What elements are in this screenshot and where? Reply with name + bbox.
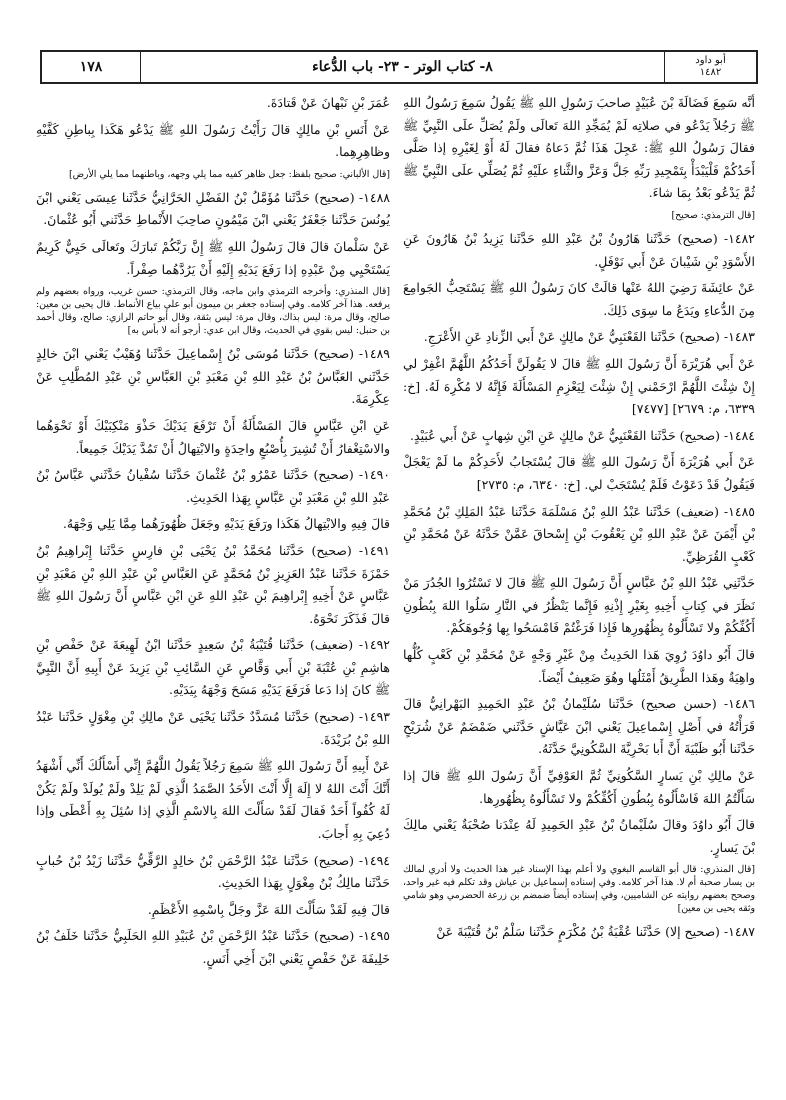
right-text-column <box>403 92 755 1092</box>
hadith-paragraph: حَدَّثَنِي عَبْدُ اللهِ بْنُ عَبَّاسٍ أَنَّ رَسُولَ اللهِ ﷺ قالَ لا تَسْتُرُوا الجُدُرَ مَنْ نَظَرَ في كِتابِ أَخِيهِ بِغَيْرِ إِذْنِهِ فَإِنَّما يَنْظُرُ في النَّارِ سَلُوا اللهَ بِبُطُونِ أَكُفِّكُمْ ولا تَسْأَلُوهُ بِظُهُورِها فَإِذا فَرَغْتُمْ فَامْسَحُوا بِها وُجُوهَكُمْ. <box>403 575 755 636</box>
header-hadith-range: ١٤٨٢ <box>699 67 722 78</box>
header-chapter-title: ٨- كتاب الوتر - ٢٣- باب الدُّعاء <box>140 52 664 82</box>
hadith-paragraph: عَنْ مالِكِ بْنِ يَسارٍ السَّكُونِيِّ ثُمَّ العَوْفِيِّ أَنَّ رَسُولَ اللهِ ﷺ قالَ إذا سَأَلْتُمُ اللهَ فَاسْأَلُوهُ بِبُطُونِ أَكُفِّكُمْ ولا تَسْأَلُوهُ بِظُهُورِها. <box>403 768 755 806</box>
hadith-paragraph: ١٤٨٩- (صحيح) حَدَّثَنا مُوسَى بْنُ إِسْماعِيلَ حَدَّثَنا وُهَيْبٌ يَعْني ابْنَ خالِدٍ حَدَّثَني العَبَّاسُ بْنُ عَبْدِ اللهِ بْنِ مَعْبَدِ بْنِ العَبَّاسِ بْنِ عَبْدِ المُطَّلِبِ عَنْ عِكْرِمَةَ. <box>36 346 390 407</box>
running-header <box>40 50 758 84</box>
hadith-paragraph: عَنْ سَلْمانَ قالَ قالَ رَسُولُ اللهِ ﷺ إِنَّ رَبَّكُمْ تَبارَكَ وتَعالَى حَيِيٌّ كَرِيمٌ يَسْتَحْيِي مِنْ عَبْدِهِ إذا رَفَعَ يَدَيْهِ إِلَيْهِ أَنْ يَرُدَّهُما صِفْراً. <box>36 238 390 277</box>
hadith-paragraph: عَنْ أَنَسِ بْنِ مالِكٍ قالَ رَأَيْتُ رَسُولَ اللهِ ﷺ يَدْعُو هَكَذا بِباطِنِ كَفَّيْهِ وظاهِرِهِما. <box>36 121 390 160</box>
hadith-paragraph: ١٤٨٣- (صحيح) حَدَّثَنا القَعْنَبِيُّ عَنْ مالِكٍ عَنْ أَبي الزِّنادِ عَنِ الأَعْرَجِ. <box>423 329 755 345</box>
hadith-paragraph: قالَ أَبُو داوُدَ رُوِيَ هَذا الحَدِيثُ مِنْ غَيْرِ وَجْهٍ عَنْ مُحَمَّدِ بْنِ كَعْبٍ كُلُّها واهِيَةٌ وهَذا الطَّرِيقُ أَمْثَلُها وهُوَ ضَعِيفٌ أَيْضاً. <box>403 647 755 685</box>
editor-note: [قال المنذري: قال أبو القاسم البغوي ولا أعلم بهذا الإسناد غير هذا الحديث ولا أدري لمالك بن يسار صحبة أم لا. هذا آخر كلامه. وفي إسناده إسماعيل بن عياش وقد تكلم فيه غير واحد، وصحح بعضهم روايته عن الشاميين، وفي إسناده أيضاً ضمضم بن زرعة الحضرمي وهو شامي وثقه يحيى بن معين] <box>403 864 755 915</box>
hadith-paragraph: ١٤٨٨- (صحيح) حَدَّثَنا مُؤَمَّلُ بْنُ الفَضْلِ الحَرَّانِيُّ حَدَّثَنا عِيسَى يَعْني ابْنَ يُونُسَ حَدَّثَنا جَعْفَرٌ يَعْني ابْنَ مَيْمُونٍ صاحِبَ الأَنْماطِ حَدَّثَني أَبُو عُثْمانَ. <box>36 189 390 228</box>
hadith-paragraph: عَنْ أَبي هُرَيْرَةَ أَنَّ رَسُولَ اللهِ ﷺ قالَ لا يَقُولَنَّ أَحَدُكُمُ اللَّهُمَّ اغْفِرْ لي إِنْ شِئْتَ اللَّهُمَّ ارْحَمْني إِنْ شِئْتَ لِيَعْزِمِ المَسْأَلَةَ فَإِنَّهُ لا مُكْرِهَ لَهُ. [خ: ٦٣٣٩، م: ٢٦٧٩] [٧٤٧٧] <box>403 355 755 417</box>
hadith-paragraph: ١٤٨٤- (صحيح) حَدَّثَنا القَعْنَبِيُّ عَنْ مالِكٍ عَنِ ابْنِ شِهابٍ عَنْ أَبي عُبَيْدٍ. <box>410 427 755 443</box>
hadith-paragraph: عَنْ أَبي هُرَيْرَةَ أَنَّ رَسُولَ اللهِ ﷺ قالَ يُسْتَجابُ لأَحَدِكُمْ ما لَمْ يَعْجَلْ فَيَقُولُ قَدْ دَعَوْتُ فَلَمْ يُسْتَجَبْ لي. [خ: ٦٣٤٠، م: ٢٧٣٥] <box>403 454 755 492</box>
hadith-paragraph: قالَ فِيهِ لَقَدْ سَأَلْتَ اللهَ عَزَّ وجَلَّ بِاسْمِهِ الأَعْظَمِ. <box>147 901 390 917</box>
editor-note: [قال الألباني: صحيح بلفظ: جعل ظاهر كفيه مما يلي وجهه، وباطنهما مما يلي الأرض] <box>69 168 390 180</box>
hadith-paragraph: عُمَرَ بْنِ نَبْهانَ عَنْ قَتادَةَ. <box>266 95 390 110</box>
header-author: أبو داود <box>695 55 726 66</box>
header-author-cell <box>664 52 756 82</box>
hadith-paragraph: ١٤٩٣- (صحيح) حَدَّثَنا مُسَدَّدٌ حَدَّثَنا يَحْيَى عَنْ مالِكِ بْنِ مِغْوَلٍ حَدَّثَنا عَبْدُ اللهِ بْنُ بُرَيْدَةَ. <box>36 709 390 747</box>
hadith-paragraph: عَنِ ابْنِ عَبَّاسٍ قالَ المَسْأَلَةُ أَنْ تَرْفَعَ يَدَيْكَ حَذْوَ مَنْكِبَيْكَ أَوْ نَحْوَهُما والاسْتِغْفارُ أَنْ تُشِيرَ بِأُصْبُعٍ واحِدَةٍ والابْتِهالُ أَنْ تَمُدَّ يَدَيْكَ جَمِيعاً. <box>36 417 390 456</box>
hadith-paragraph: ١٤٨٢- (صحيح) حَدَّثَنا هَارُونُ بْنُ عَبْدِ اللهِ حَدَّثَنا يَزِيدُ بْنُ هَارُونَ عَنِ الأَسْوَدِ بْنِ شَيْبانَ عَنْ أَبي نَوْفَلٍ. <box>403 230 755 269</box>
hadith-paragraph: ١٤٩٢- (ضعيف) حَدَّثَنا قُتَيْبَةُ بْنُ سَعِيدٍ حَدَّثَنا ابْنُ لَهِيعَةَ عَنْ حَفْصِ بْنِ هاشِمِ بْنِ عُتْبَةَ بْنِ أَبي وَقَّاصٍ عَنِ السَّائِبِ بْنِ يَزِيدَ عَنْ أَبِيهِ أَنَّ النَّبِيَّ ﷺ كانَ إذا دَعا فَرَفَعَ يَدَيْهِ مَسَحَ وَجْهَهُ بِيَدَيْهِ. <box>36 637 390 698</box>
hadith-paragraph: ١٤٩٤- (صحيح) حَدَّثَنا عَبْدُ الرَّحْمَنِ بْنُ خالِدٍ الرَّقِّيُّ حَدَّثَنا زَيْدُ بْنُ حُبابٍ حَدَّثَنا مالِكُ بْنُ مِغْوَلٍ بِهَذا الحَدِيثِ. <box>36 852 390 891</box>
hadith-paragraph: ١٤٨٥- (ضعيف) حَدَّثَنا عَبْدُ اللهِ بْنُ مَسْلَمَةَ حَدَّثَنا عَبْدُ المَلِكِ بْنُ مُحَمَّدِ بْنِ أَيْمَنَ عَنْ عَبْدِ اللهِ بْنِ يَعْقُوبَ بْنِ إِسْحاقَ عَمَّنْ حَدَّثَهُ عَنْ مُحَمَّدِ بْنِ كَعْبٍ القُرَظِيِّ. <box>403 503 755 564</box>
hadith-paragraph: عَنْ عائِشَةَ رَضِيَ اللهُ عَنْها قالَتْ كانَ رَسُولُ اللهِ ﷺ يَسْتَحِبُّ الجَوامِعَ مِنَ الدُّعاءِ ويَدَعُ ما سِوَى ذَلِكَ. <box>403 280 755 318</box>
editor-note: [قال المنذري: وأخرجه الترمذي وابن ماجه، وقال الترمذي: حسن غريب، ورواه بعضهم ولم يرفعه. هذا آخر كلامه. وفي إسناده جعفر بن ميمون أبو علي بياع الأنماط. قال يحيى بن معين: صالح، وقال مرة: ليس بذاك، وقال مرة: ليس بثقة، وقال أبو حاتم الرازي: صالح، وقال أحمد بن حنبل: ليس بقوي في الحديث، وقال ابن عدي: أرجو أنه لا بأس به] <box>36 286 390 337</box>
hadith-paragraph: قالَ فِيهِ والابْتِهالُ هَكَذا ورَفَعَ يَدَيْهِ وجَعَلَ ظُهُورَهُما مِمَّا يَلِي وَجْهَهُ. <box>62 516 390 532</box>
hadith-paragraph: قالَ أَبُو داوُدَ وقالَ سُلَيْمانُ بْنُ عَبْدِ الحَمِيدِ لَهُ عِنْدَنا صُحْبَةٌ يَعْني مالِكَ بْنَ يَسارٍ. <box>403 817 755 855</box>
hadith-paragraph: أنَّه سَمِعَ فَضَالَةَ بْنَ عُبَيْدٍ صاحبَ رَسُولِ اللهِ ﷺ يَقُولُ سَمِعَ رَسُولُ اللهِ ﷺ رَجُلاً يَدْعُو في صلاتِه لَمْ يُمَجِّدِ اللهَ تَعالَى ولَمْ يُصَلِّ علَى النَّبِيِّ ﷺ فقالَ رَسُولُ اللهِ ﷺ: عَجِلَ هَذَا ثُمَّ دَعاهُ فقالَ لَهُ أَوْ لِغَيْرِهِ إذا صَلَّى أَحَدُكُمْ فَلْيَبْدَأْ بِتَمْجِيدِ رَبِّهِ جَلَّ وَعَزَّ والثَّناءِ علَيْهِ ثُمَّ يُصَلِّي علَى النَّبِيِّ ﷺ ثُمَّ يَدْعُو بَعْدُ بِمَا شاءَ. <box>403 95 755 201</box>
hadith-paragraph: ١٤٨٦- (حسن صحيح) حَدَّثَنا سُلَيْمانُ بْنُ عَبْدِ الحَمِيدِ البَهْرانِيُّ قالَ قَرَأْتُهُ في أَصْلِ إِسْماعِيلَ يَعْني ابْنَ عَيَّاشٍ حَدَّثَني ضَمْضَمٌ عَنْ شُرَيْحٍ حَدَّثَنا أَبُو ظَبْيَةَ أَنَّ أَبا بَحْرِيَّةَ السَّكُونِيَّ حَدَّثَهُ. <box>403 696 755 757</box>
page-number: ١٧٨ <box>79 59 103 75</box>
hadith-paragraph: ١٤٩٥- (صحيح) حَدَّثَنا عَبْدُ الرَّحْمَنِ بْنُ عُبَيْدِ اللهِ الحَلَبِيُّ حَدَّثَنا خَلَفُ بْنُ خَلِيفَةَ عَنْ حَفْصٍ يَعْني ابْنَ أَخِي أَنَسٍ. <box>36 928 390 966</box>
hadith-paragraph: ١٤٨٧- (صحيح إلا) حَدَّثَنا عُقْبَةُ بْنُ مُكْرَمٍ حَدَّثَنا سَلْمُ بْنُ قُتَيْبَةَ عَنْ <box>436 924 755 940</box>
hadith-paragraph: عَنْ أَبِيهِ أَنَّ رَسُولَ اللهِ ﷺ سَمِعَ رَجُلاً يَقُولُ اللَّهُمَّ إِنِّي أَسْأَلُكَ أَنِّي أَشْهَدُ أَنَّكَ أَنْتَ اللهُ لا إِلَهَ إِلَّا أَنْتَ الأَحَدُ الصَّمَدُ الَّذِي لَمْ يَلِدْ ولَمْ يُولَدْ ولَمْ يَكُنْ لَهُ كُفُواً أَحَدٌ فَقالَ لَقَدْ سَأَلْتَ اللهَ بِالاسْمِ الَّذِي إذا سُئِلَ بِهِ أَعْطَى وإذا دُعِيَ بِهِ أَجابَ. <box>36 758 390 842</box>
hadith-paragraph: ١٤٩١- (صحيح) حَدَّثَنا مُحَمَّدُ بْنُ يَحْيَى بْنِ فارِسٍ حَدَّثَنا إِبْراهِيمُ بْنُ حَمْزَةَ حَدَّثَنا عَبْدُ العَزِيزِ بْنُ مُحَمَّدٍ عَنِ العَبَّاسِ بْنِ عَبْدِ اللهِ بْنِ مَعْبَدِ بْنِ عَبَّاسٍ عَنْ أَخِيهِ إِبْراهِيمَ بْنِ عَبْدِ اللهِ عَنِ ابْنِ عَبَّاسٍ أَنَّ رَسُولَ اللهِ ﷺ قالَ فَذَكَرَ نَحْوَهُ. <box>36 542 390 626</box>
hadith-paragraph: ١٤٩٠- (صحيح) حَدَّثَنا عَمْرُو بْنُ عُثْمانَ حَدَّثَنا سُفْيانُ حَدَّثَني عَبَّاسُ بْنُ عَبْدِ اللهِ بْنِ مَعْبَدِ بْنِ عَبَّاسٍ بِهَذا الحَدِيثِ. <box>36 467 390 505</box>
left-text-column <box>36 92 390 1092</box>
editor-note: [قال الترمذي: صحيح] <box>671 209 755 221</box>
